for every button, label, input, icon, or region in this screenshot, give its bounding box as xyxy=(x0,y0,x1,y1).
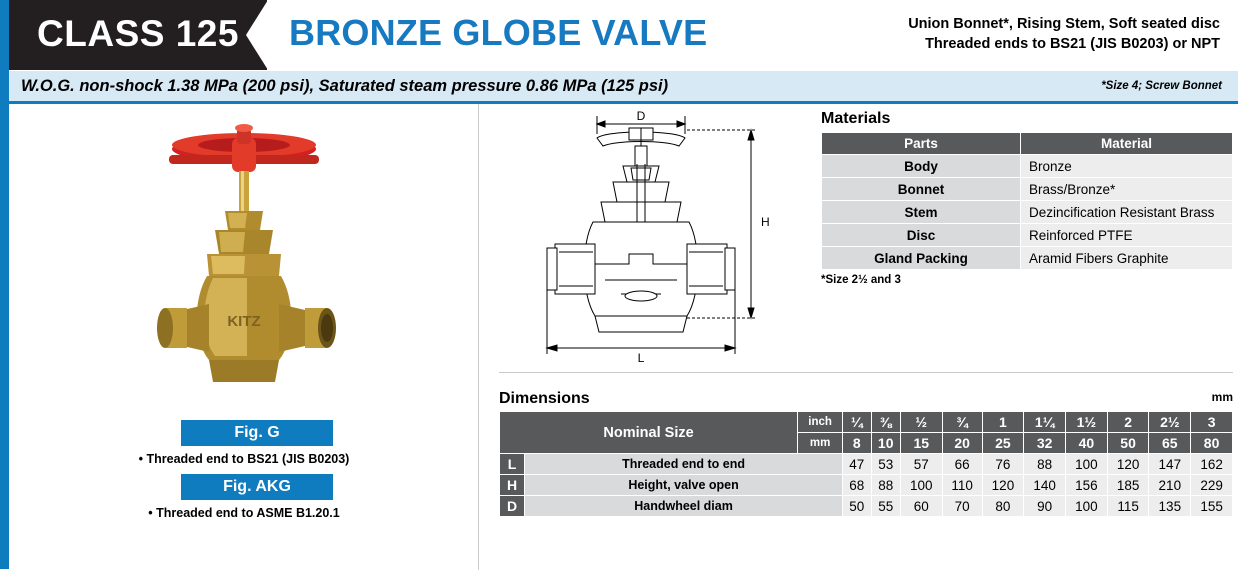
material-part: Disc xyxy=(822,224,1021,247)
dim-d-value-4: 80 xyxy=(982,496,1024,517)
dimensions-section xyxy=(499,390,1233,517)
table-row xyxy=(822,201,1233,224)
spec-line-1: Union Bonnet*, Rising Stem, Soft seated disc xyxy=(908,16,1220,33)
dim-l-value-3: 66 xyxy=(942,454,982,475)
size-mm-5: 32 xyxy=(1024,433,1066,454)
size-inch-2: ½ xyxy=(900,412,942,433)
table-row xyxy=(822,224,1233,247)
size-inch-1: ⅜ xyxy=(871,412,900,433)
dim-l-value-7: 120 xyxy=(1107,454,1149,475)
materials-header-row xyxy=(822,133,1233,155)
dimensions-unit-label: mm xyxy=(1211,390,1233,404)
dim-h-value-6: 156 xyxy=(1066,475,1108,496)
dim-code-l: L xyxy=(500,454,525,475)
dim-code-h: H xyxy=(500,475,525,496)
cross-section-drawing xyxy=(489,104,809,364)
dim-d-value-1: 55 xyxy=(871,496,900,517)
dim-h-value-5: 140 xyxy=(1024,475,1066,496)
fig-g-label: Fig. G xyxy=(234,424,280,441)
material-part: Bonnet xyxy=(822,178,1021,201)
materials-col-material: Material xyxy=(1021,133,1233,155)
material-value: Aramid Fibers Graphite xyxy=(1021,247,1233,270)
dim-h-value-3: 110 xyxy=(942,475,982,496)
dim-desc-d: Handwheel diam xyxy=(525,496,843,517)
dim-l-value-4: 76 xyxy=(982,454,1024,475)
table-row xyxy=(822,178,1233,201)
dim-d-value-6: 100 xyxy=(1066,496,1108,517)
dim-l-value-1: 53 xyxy=(871,454,900,475)
size-inch-0: ¼ xyxy=(843,412,871,433)
size-mm-9: 80 xyxy=(1191,433,1233,454)
product-column xyxy=(9,104,479,570)
dim-h-value-8: 210 xyxy=(1149,475,1191,496)
dim-d-value-0: 50 xyxy=(843,496,871,517)
page-content xyxy=(9,104,1238,570)
product-title: BRONZE GLOBE VALVE xyxy=(289,11,708,53)
materials-section xyxy=(821,110,1233,286)
dim-h-value-9: 229 xyxy=(1191,475,1233,496)
material-value: Bronze xyxy=(1021,155,1233,178)
spec-line-2: Threaded ends to BS21 (JIS B0203) or NPT xyxy=(925,36,1220,52)
dim-h-value-0: 68 xyxy=(843,475,871,496)
dim-desc-l: Threaded end to end xyxy=(525,454,843,475)
pressure-rating-band xyxy=(9,70,1238,101)
material-part: Stem xyxy=(822,201,1021,224)
materials-footnote: *Size 2½ and 3 xyxy=(821,274,901,286)
fig-akg-label: Fig. AKG xyxy=(223,478,291,495)
dim-d-value-8: 135 xyxy=(1149,496,1191,517)
fig-akg-button[interactable] xyxy=(181,474,333,500)
size-inch-4: 1 xyxy=(982,412,1024,433)
size-mm-8: 65 xyxy=(1149,433,1191,454)
dim-h-value-1: 88 xyxy=(871,475,900,496)
header-spec-block xyxy=(820,0,1238,70)
dim-d-value-7: 115 xyxy=(1107,496,1149,517)
material-value: Brass/Bronze* xyxy=(1021,178,1233,201)
size-mm-7: 50 xyxy=(1107,433,1149,454)
dim-l-value-2: 57 xyxy=(900,454,942,475)
dim-l-value-9: 162 xyxy=(1191,454,1233,475)
dimensions-table xyxy=(499,411,1233,517)
fig-akg-caption: • Threaded end to ASME B1.20.1 xyxy=(148,506,340,520)
size-mm-0: 8 xyxy=(843,433,871,454)
size-inch-3: ¾ xyxy=(942,412,982,433)
size-mm-4: 25 xyxy=(982,433,1024,454)
materials-col-parts: Parts xyxy=(822,133,1021,155)
size-mm-3: 20 xyxy=(942,433,982,454)
material-value: Reinforced PTFE xyxy=(1021,224,1233,247)
material-part: Body xyxy=(822,155,1021,178)
dimensions-title: Dimensions xyxy=(499,390,590,407)
dim-code-d: D xyxy=(500,496,525,517)
size-inch-8: 2½ xyxy=(1149,412,1191,433)
table-row xyxy=(500,475,1233,496)
dim-d-value-2: 60 xyxy=(900,496,942,517)
materials-title: Materials xyxy=(821,110,891,127)
dimensions-header-inch-row xyxy=(500,412,1233,433)
table-row xyxy=(500,496,1233,517)
dim-l-value-6: 100 xyxy=(1066,454,1108,475)
size-mm-6: 40 xyxy=(1066,433,1108,454)
dim-desc-h: Height, valve open xyxy=(525,475,843,496)
dim-label-d: D xyxy=(636,109,646,123)
table-row xyxy=(500,454,1233,475)
dim-l-value-0: 47 xyxy=(843,454,871,475)
dim-d-value-5: 90 xyxy=(1024,496,1066,517)
wog-rating-text: W.O.G. non-shock 1.38 MPa (200 psi), Saturated steam pressure 0.86 MPa (125 psi) xyxy=(21,76,669,95)
class-badge-notch xyxy=(246,0,268,70)
size-inch-5: 1¼ xyxy=(1024,412,1066,433)
dim-label-l: L xyxy=(637,351,645,364)
size-inch-7: 2 xyxy=(1107,412,1149,433)
material-part: Gland Packing xyxy=(822,247,1021,270)
dim-h-value-2: 100 xyxy=(900,475,942,496)
size-mm-1: 10 xyxy=(871,433,900,454)
dim-label-h: H xyxy=(761,215,770,229)
table-row xyxy=(822,247,1233,270)
title-block xyxy=(267,0,820,70)
dim-l-value-8: 147 xyxy=(1149,454,1191,475)
dim-l-value-5: 88 xyxy=(1024,454,1066,475)
section-divider xyxy=(499,372,1233,373)
fig-g-caption: • Threaded end to BS21 (JIS B0203) xyxy=(138,452,350,466)
table-row xyxy=(822,155,1233,178)
dim-h-value-4: 120 xyxy=(982,475,1024,496)
dim-d-value-9: 155 xyxy=(1191,496,1233,517)
nominal-size-label: Nominal Size xyxy=(500,412,798,454)
size-inch-9: 3 xyxy=(1191,412,1233,433)
class-badge xyxy=(9,0,267,70)
fig-g-button[interactable] xyxy=(181,420,333,446)
page-header xyxy=(9,0,1238,70)
material-value: Dezincification Resistant Brass xyxy=(1021,201,1233,224)
valve-photo xyxy=(129,114,359,404)
bonnet-note: *Size 4; Screw Bonnet xyxy=(1101,80,1222,92)
valve-section-svg xyxy=(489,104,809,364)
unit-mm-label: mm xyxy=(798,433,843,454)
size-inch-6: 1½ xyxy=(1066,412,1108,433)
brand-text: KITZ xyxy=(227,313,261,330)
dim-d-value-3: 70 xyxy=(942,496,982,517)
size-mm-2: 15 xyxy=(900,433,942,454)
unit-inch-label: inch xyxy=(798,412,843,433)
materials-table xyxy=(821,132,1233,270)
class-label: CLASS 125 xyxy=(37,12,239,54)
dim-h-value-7: 185 xyxy=(1107,475,1149,496)
